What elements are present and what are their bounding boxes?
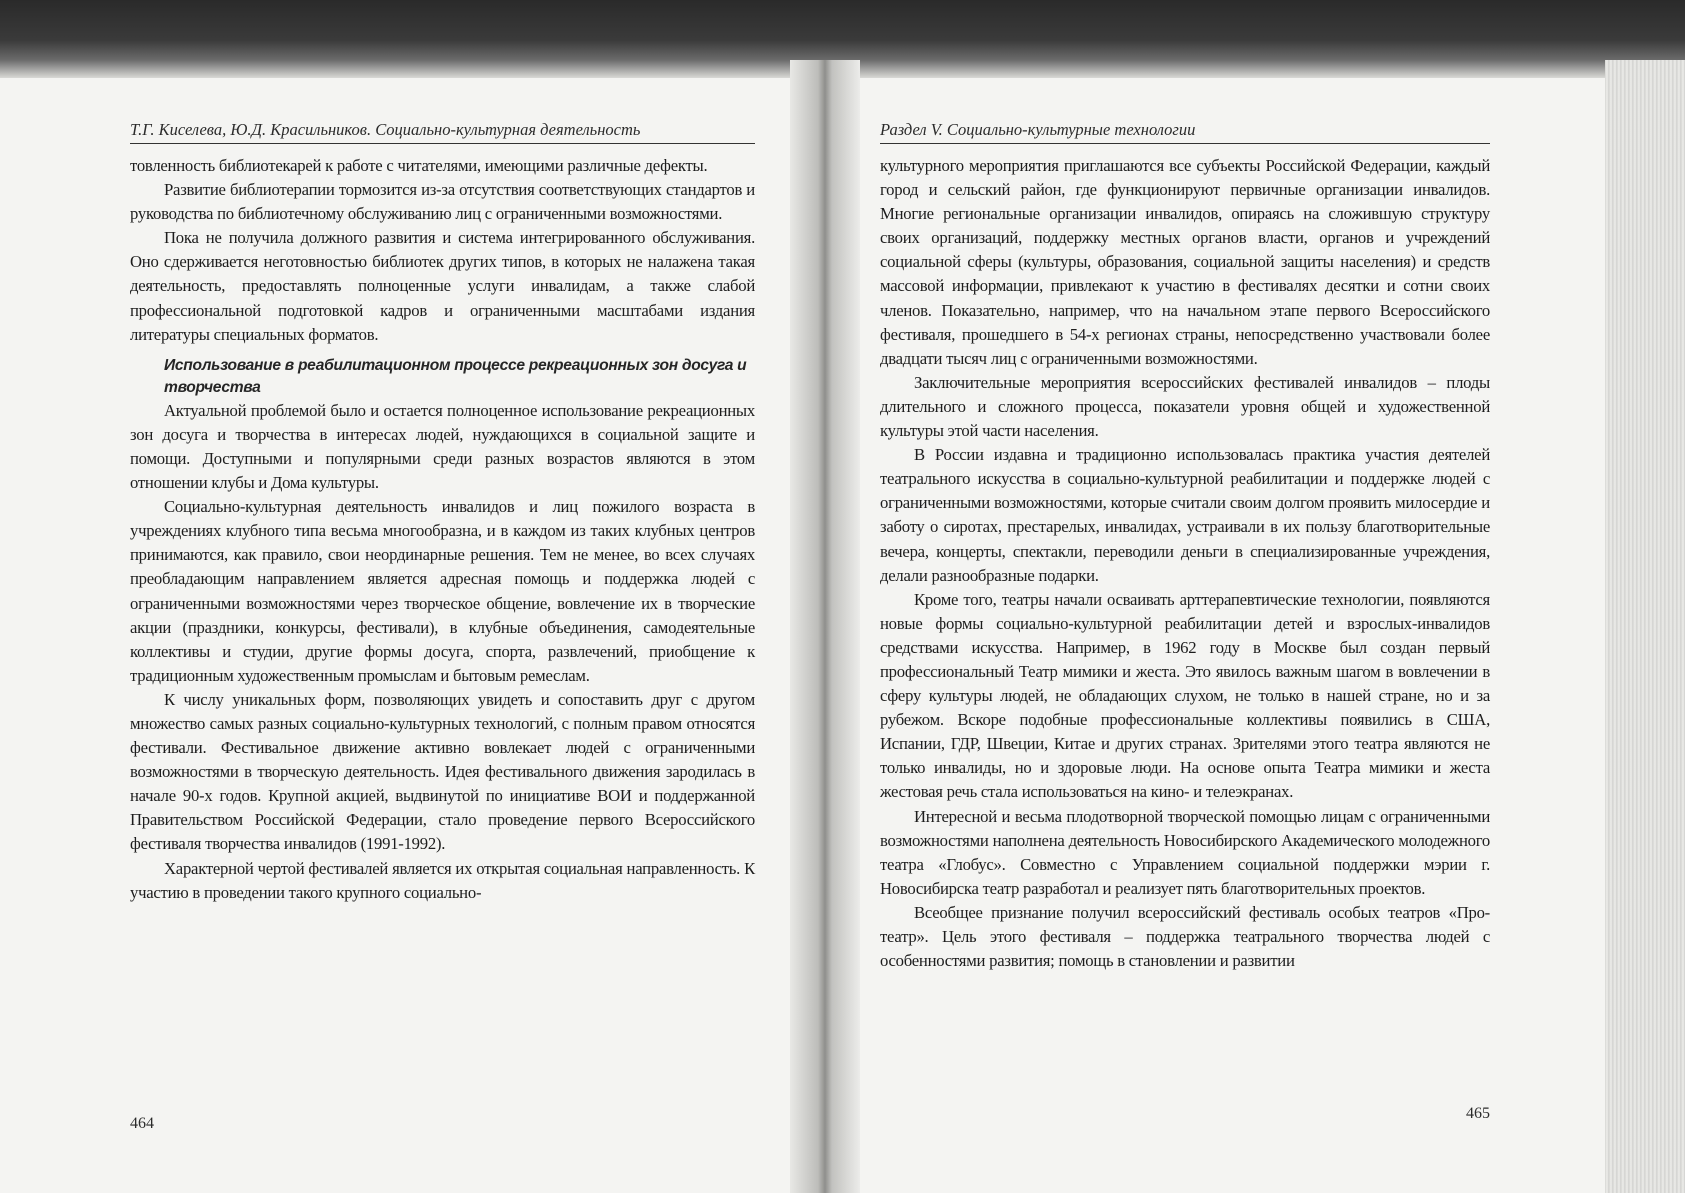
page-number-left: 464	[130, 1115, 154, 1132]
left-running-head: Т.Г. Киселева, Ю.Д. Красильников. Социально-культурная деятельность	[130, 120, 755, 144]
paragraph: К числу уникальных форм, позволяющих увидеть и сопоставить друг с другом множество самых разных социально-культурных технологий, с полным правом относятся фестивали. Фестивальное движение активно вовлекает людей с ограниченными возможностями в творческую деятельность. Идея фестивального движения зародилась в начале 90-х годов. Крупной акцией, выдвинутой по инициативе ВОИ и поддержанной Правительством Российской Федерации, стало проведение первого Всероссийского фестиваля творчества инвалидов (1991-1992).	[130, 689, 755, 854]
paragraph: Пока не получила должного развития и система интегрированного обслуживания. Оно сдерживается неготовностью библиотек других типов, в которых не налажена такая деятельность, предоставлять полноценные услуги инвалидам, а также слабой профессиональной подготовкой кадров и ограниченными масштабами издания литературы специальных форматов.	[130, 228, 755, 344]
section-subheading: Использование в реабилитационном процессе рекреационных зон досуга и творчества	[164, 356, 747, 396]
right-running-head: Раздел V. Социально-культурные технологии	[880, 120, 1490, 144]
right-page	[880, 120, 1490, 1160]
paragraph: Социально-культурная деятельность инвалидов и лиц пожилого возраста в учреждениях клубного типа весьма многообразна, и в каждом из таких клубных центров принимаются, как правило, свои неординарные решения. Тем не менее, во всех случаях преобладающим направлением является адресная помощь и поддержка людей с ограниченными возможностями через творческое общение, вовлечение их в творческие акции (праздники, конкурсы, фестивали), в клубные объединения, самодеятельные коллективы и студии, другие формы досуга, спорта, развлечений, приобщение к традиционным художественным промыслам и бытовым ремеслам.	[130, 497, 755, 685]
paragraph: Кроме того, театры начали осваивать арттерапевтические технологии, появляются новые формы социально-культурной реабилитации детей и взрослых-инвалидов средствами искусства. Например, в 1962 году в Москве был создан первый профессиональный Театр мимики и жеста. Это явилось важным шагом в вовлечении в сферу культуры людей, не обладающих слухом, не только в нашей стране, но и за рубежом. Вскоре подобные профессиональные коллективы появились в США, Испании, ГДР, Швеции, Китае и других странах. Зрителями этого театра являются не только инвалиды, но и здоровые люди. На основе опыта Театра мимики и жеста жестовая речь стала использоваться на кино- и телеэкранах.	[880, 589, 1490, 802]
page-number-right: 465	[1466, 1105, 1490, 1122]
paragraph: Характерной чертой фестивалей является их открытая социальная направленность. К участию в проведении такого крупного социально-	[130, 858, 755, 902]
paragraph: культурного мероприятия приглашаются все субъекты Российской Федерации, каждый город и сельский район, где функционируют первичные организации инвалидов. Многие региональные организации инвалидов, опираясь на сложившую структуру своих организаций, поддержку местных органов власти, органов и учреждений социальной сферы (культуры, образования, социальной защиты населения) и средств массовой информации, привлекают к участию в фестивалях десятки и сотни своих членов. Показательно, например, что на начальном этапе первого Всероссийского фестиваля, прошедшего в 54-х регионах страны, непосредственно участвовали более двадцати тысяч лиц с ограниченными возможностями.	[880, 156, 1490, 368]
book-spine	[790, 60, 860, 1193]
paragraph: Всеобщее признание получил всероссийский фестиваль особых театров «Про-театр». Цель этого фестиваля – поддержка театрального творчества людей с особенностями развития; помощь в становлении и развитии	[880, 902, 1490, 971]
right-body	[880, 154, 1490, 973]
paragraph: Заключительные мероприятия всероссийских фестивалей инвалидов – плоды длительного и сложного процесса, показатели уровня общей и художественной культуры этой части населения.	[880, 372, 1490, 441]
page-edges	[1605, 60, 1685, 1193]
paragraph: товленность библиотекарей к работе с читателями, имеющими различные дефекты.	[130, 156, 708, 175]
paragraph: Актуальной проблемой было и остается полноценное использование рекреационных зон досуга и творчества в интересах людей, нуждающихся в социальной защите и помощи. Доступными и популярными среди разных возрастов являются в этом отношении клубы и Дома культуры.	[130, 400, 755, 493]
left-body	[130, 154, 755, 905]
left-page	[130, 120, 755, 1160]
paragraph: Развитие библиотерапии тормозится из-за отсутствия соответствующих стандартов и руководства по библиотечному обслуживанию лиц с ограниченными возможностями.	[130, 180, 755, 224]
paragraph: Интересной и весьма плодотворной творческой помощью лицам с ограниченными возможностями наполнена деятельность Новосибирского Академического молодежного театра «Глобус». Совместно с Управлением социальной поддержки мэрии г. Новосибирска театр разработал и реализует пять благотворительных проектов.	[880, 806, 1490, 898]
paragraph: В России издавна и традиционно использовалась практика участия деятелей театрального искусства в социально-культурной реабилитации и поддержке людей с ограниченными возможностями, которые считали своим долгом проявить милосердие и заботу о сиротах, престарелых, инвалидах, устраивали в их пользу благотворительные вечера, концерты, спектакли, переводили деньги в специализированные учреждения, делали разнообразные подарки.	[880, 445, 1490, 585]
